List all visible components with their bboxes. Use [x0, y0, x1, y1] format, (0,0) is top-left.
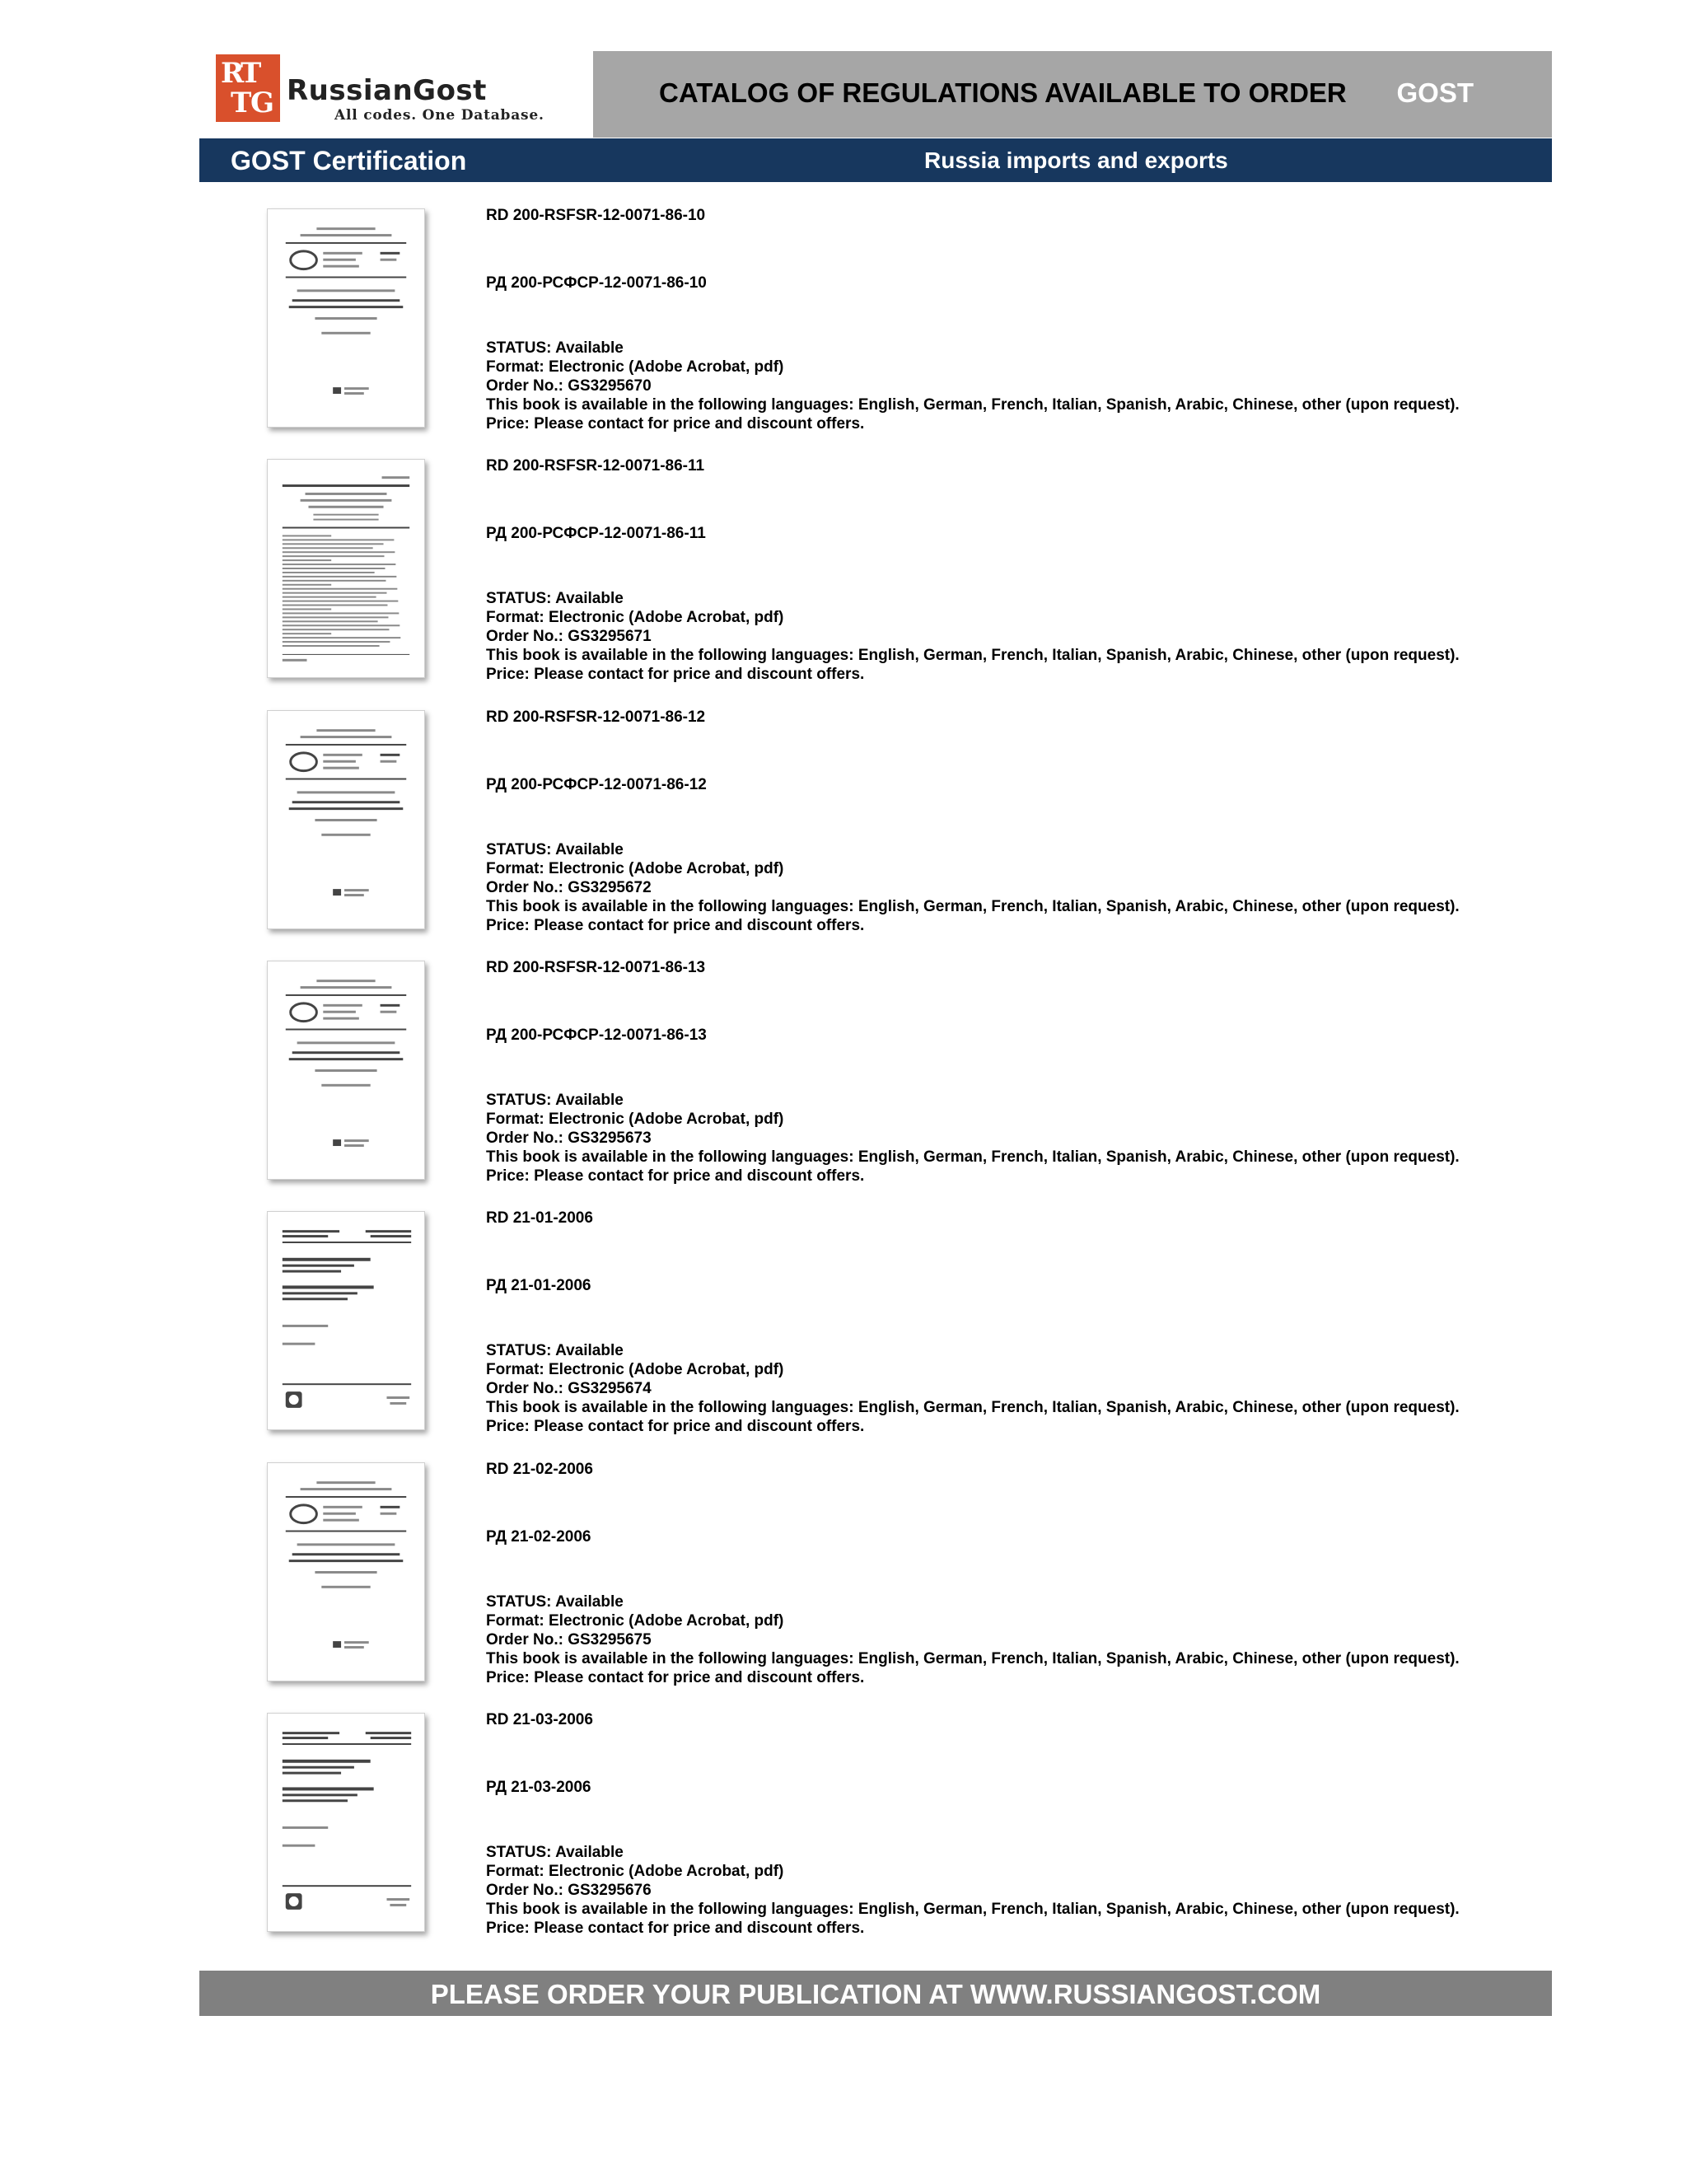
- status-text: STATUS: Available: [486, 1844, 624, 1861]
- document-info: [486, 589, 1460, 684]
- document-cover-thumbnail[interactable]: [267, 1211, 425, 1430]
- document-code-ru: РД 21-02-2006: [486, 1528, 591, 1546]
- languages-text: This book is available in the following languages: English, German, French, Italian, Spanish, Arabic, Chinese, other (upon request).: [486, 1148, 1460, 1166]
- status-text: STATUS: Available: [486, 590, 624, 607]
- catalog-entry: [199, 451, 1552, 694]
- format-text: Format: Electronic (Adobe Acrobat, pdf): [486, 1111, 784, 1128]
- brand-name: RussianGost: [287, 74, 487, 107]
- price-text: Price: Please contact for price and discount offers.: [486, 1418, 865, 1435]
- brand-tagline: All codes. One Database.: [334, 107, 544, 124]
- document-code[interactable]: RD 21-01-2006: [486, 1209, 593, 1227]
- format-text: Format: Electronic (Adobe Acrobat, pdf): [486, 1612, 784, 1630]
- catalog-entry: [199, 1454, 1552, 1698]
- order-link[interactable]: PLEASE ORDER YOUR PUBLICATION AT WWW.RUSSIANGOST.COM: [430, 1979, 1321, 2009]
- document-code[interactable]: RD 200-RSFSR-12-0071-86-13: [486, 959, 706, 976]
- rttg-logo-icon: R T T G: [216, 54, 280, 122]
- price-text: Price: Please contact for price and discount offers.: [486, 666, 865, 683]
- status-text: STATUS: Available: [486, 841, 624, 858]
- languages-text: This book is available in the following languages: English, German, French, Italian, Spanish, Arabic, Chinese, other (upon request).: [486, 1399, 1460, 1416]
- document-cover-thumbnail[interactable]: [267, 710, 425, 929]
- price-text: Price: Please contact for price and discount offers.: [486, 917, 865, 934]
- subheader-right: Russia imports and exports: [924, 147, 1228, 173]
- document-info: [486, 339, 1460, 433]
- price-text: Price: Please contact for price and discount offers.: [486, 1669, 865, 1686]
- subheader-left: GOST Certification: [231, 146, 467, 175]
- order-number: Order No.: GS3295671: [486, 628, 652, 645]
- order-footer[interactable]: [199, 1971, 1552, 2016]
- format-text: Format: Electronic (Adobe Acrobat, pdf): [486, 609, 784, 626]
- document-code[interactable]: RD 200-RSFSR-12-0071-86-12: [486, 709, 706, 726]
- document-cover-thumbnail[interactable]: [267, 961, 425, 1180]
- order-number: Order No.: GS3295673: [486, 1129, 652, 1147]
- catalog-entry: [199, 952, 1552, 1196]
- order-number: Order No.: GS3295676: [486, 1882, 652, 1899]
- price-text: Price: Please contact for price and discount offers.: [486, 415, 865, 433]
- document-info: [486, 840, 1460, 935]
- status-text: STATUS: Available: [486, 1092, 624, 1109]
- languages-text: This book is available in the following languages: English, German, French, Italian, Spanish, Arabic, Chinese, other (upon request).: [486, 898, 1460, 915]
- logo[interactable]: [199, 51, 593, 138]
- document-code-ru: РД 200-РСФСР-12-0071-86-10: [486, 274, 707, 292]
- document-code[interactable]: RD 21-03-2006: [486, 1711, 593, 1728]
- document-info: [486, 1341, 1460, 1436]
- catalog-entry: [199, 1203, 1552, 1447]
- catalog-entry: [199, 1705, 1552, 1948]
- format-text: Format: Electronic (Adobe Acrobat, pdf): [486, 358, 784, 376]
- order-number: Order No.: GS3295674: [486, 1380, 652, 1397]
- price-text: Price: Please contact for price and discount offers.: [486, 1920, 865, 1937]
- document-info: [486, 1592, 1460, 1687]
- document-code[interactable]: RD 200-RSFSR-12-0071-86-11: [486, 457, 705, 475]
- languages-text: This book is available in the following languages: English, German, French, Italian, Spanish, Arabic, Chinese, other (upon request).: [486, 1901, 1460, 1918]
- catalog-tag: GOST: [1396, 77, 1474, 108]
- status-text: STATUS: Available: [486, 1593, 624, 1611]
- languages-text: This book is available in the following languages: English, German, French, Italian, Spanish, Arabic, Chinese, other (upon request).: [486, 396, 1460, 414]
- status-text: STATUS: Available: [486, 1342, 624, 1359]
- document-code[interactable]: RD 21-02-2006: [486, 1461, 593, 1478]
- subheader-bar: [199, 138, 1552, 182]
- order-number: Order No.: GS3295670: [486, 377, 652, 395]
- format-text: Format: Electronic (Adobe Acrobat, pdf): [486, 1863, 784, 1880]
- document-cover-thumbnail[interactable]: [267, 459, 425, 678]
- document-code-ru: РД 200-РСФСР-12-0071-86-12: [486, 776, 707, 793]
- document-info: [486, 1091, 1460, 1186]
- document-code-ru: РД 200-РСФСР-12-0071-86-11: [486, 525, 706, 542]
- catalog-entry: [199, 702, 1552, 946]
- format-text: Format: Electronic (Adobe Acrobat, pdf): [486, 860, 784, 877]
- order-number: Order No.: GS3295672: [486, 879, 652, 896]
- status-text: STATUS: Available: [486, 339, 624, 357]
- document-code-ru: РД 21-01-2006: [486, 1277, 591, 1294]
- document-code-ru: РД 21-03-2006: [486, 1779, 591, 1796]
- languages-text: This book is available in the following languages: English, German, French, Italian, Spanish, Arabic, Chinese, other (upon request).: [486, 1650, 1460, 1667]
- catalog-title: CATALOG OF REGULATIONS AVAILABLE TO ORDER: [659, 77, 1347, 108]
- document-code-ru: РД 200-РСФСР-12-0071-86-13: [486, 1027, 707, 1044]
- catalog-entry: [199, 200, 1552, 444]
- page-header: [199, 51, 1552, 138]
- document-cover-thumbnail[interactable]: [267, 1462, 425, 1681]
- document-code[interactable]: RD 200-RSFSR-12-0071-86-10: [486, 207, 706, 224]
- document-cover-thumbnail[interactable]: [267, 208, 425, 428]
- document-info: [486, 1843, 1460, 1938]
- price-text: Price: Please contact for price and discount offers.: [486, 1167, 865, 1185]
- order-number: Order No.: GS3295675: [486, 1631, 652, 1649]
- format-text: Format: Electronic (Adobe Acrobat, pdf): [486, 1361, 784, 1378]
- catalog-title-bar: [593, 51, 1552, 138]
- document-cover-thumbnail[interactable]: [267, 1713, 425, 1932]
- languages-text: This book is available in the following languages: English, German, French, Italian, Spanish, Arabic, Chinese, other (upon request).: [486, 647, 1460, 664]
